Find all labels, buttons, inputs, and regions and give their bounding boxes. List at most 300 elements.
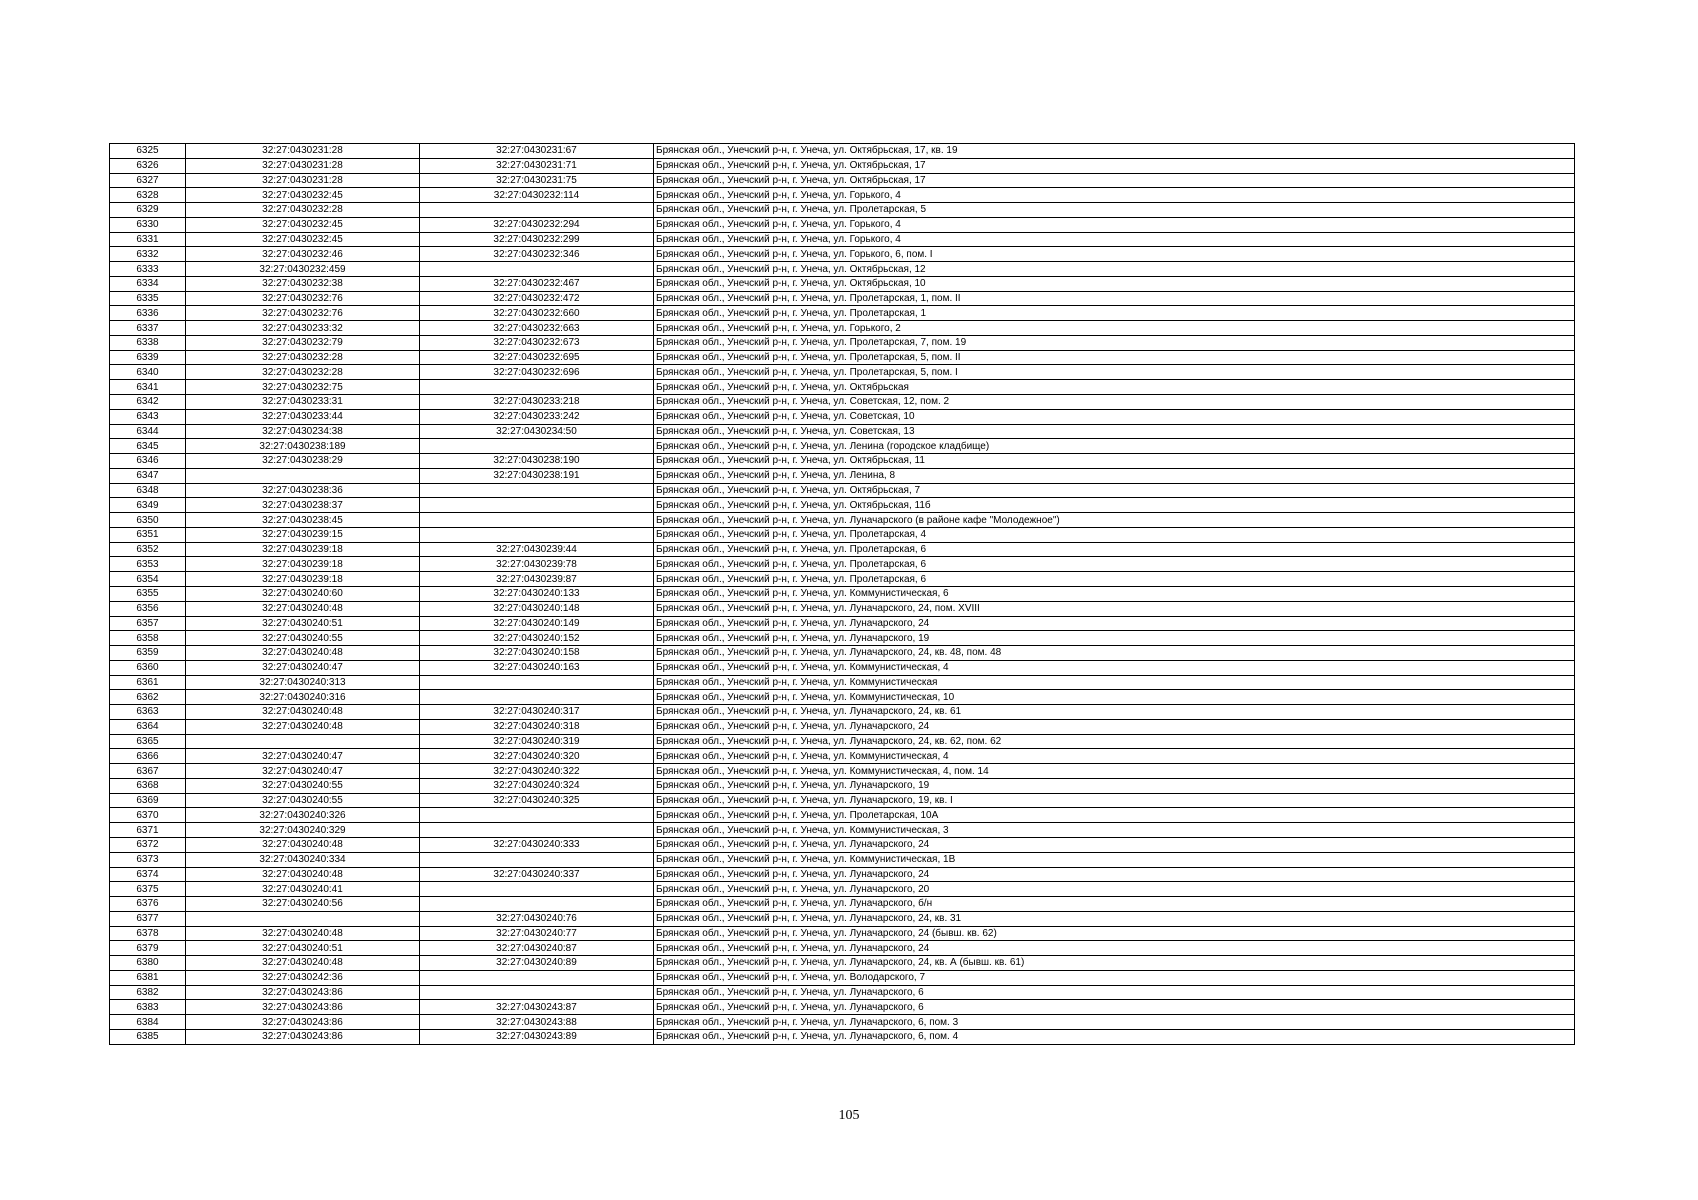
table-row [110,232,1575,247]
parent-cadastral-number-cell: 32:27:0430243:86 [186,1015,420,1030]
row-number-cell: 6352 [110,542,186,557]
parent-cadastral-number-cell: 32:27:0430232:46 [186,247,420,262]
row-number-cell: 6333 [110,262,186,277]
table-row [110,660,1575,675]
object-cadastral-number-cell [420,897,654,912]
row-number-cell: 6327 [110,173,186,188]
row-number-cell: 6331 [110,232,186,247]
address-cell: Брянская обл., Унечский р-н, г. Унеча, ул. Ленина (городское кладбище) [654,439,1575,454]
object-cadastral-number-cell: 32:27:0430243:89 [420,1029,654,1044]
address-cell: Брянская обл., Унечский р-н, г. Унеча, ул. Пролетарская, 7, пом. 19 [654,335,1575,350]
object-cadastral-number-cell: 32:27:0430233:242 [420,409,654,424]
table-row [110,217,1575,232]
row-number-cell: 6353 [110,557,186,572]
row-number-cell: 6385 [110,1029,186,1044]
object-cadastral-number-cell: 32:27:0430232:346 [420,247,654,262]
object-cadastral-number-cell: 32:27:0430240:148 [420,601,654,616]
object-cadastral-number-cell [420,203,654,218]
object-cadastral-number-cell: 32:27:0430240:89 [420,956,654,971]
row-number-cell: 6354 [110,572,186,587]
object-cadastral-number-cell: 32:27:0430232:673 [420,335,654,350]
object-cadastral-number-cell: 32:27:0430232:660 [420,306,654,321]
object-cadastral-number-cell [420,808,654,823]
parent-cadastral-number-cell: 32:27:0430231:28 [186,144,420,159]
table-row [110,616,1575,631]
address-cell: Брянская обл., Унечский р-н, г. Унеча, ул. Октябрьская, 10 [654,276,1575,291]
row-number-cell: 6332 [110,247,186,262]
parent-cadastral-number-cell: 32:27:0430232:45 [186,217,420,232]
address-cell: Брянская обл., Унечский р-н, г. Унеча, ул. Пролетарская, 4 [654,527,1575,542]
table-row [110,188,1575,203]
row-number-cell: 6326 [110,158,186,173]
row-number-cell: 6383 [110,1000,186,1015]
row-number-cell: 6381 [110,970,186,985]
table-row [110,203,1575,218]
object-cadastral-number-cell [420,527,654,542]
object-cadastral-number-cell: 32:27:0430240:152 [420,631,654,646]
object-cadastral-number-cell: 32:27:0430232:663 [420,321,654,336]
object-cadastral-number-cell: 32:27:0430240:133 [420,586,654,601]
object-cadastral-number-cell [420,852,654,867]
table-row [110,291,1575,306]
table-row [110,173,1575,188]
object-cadastral-number-cell: 32:27:0430239:87 [420,572,654,587]
parent-cadastral-number-cell: 32:27:0430233:31 [186,395,420,410]
address-cell: Брянская обл., Унечский р-н, г. Унеча, ул. Луначарского, 6, пом. 4 [654,1029,1575,1044]
parent-cadastral-number-cell: 32:27:0430240:47 [186,749,420,764]
parent-cadastral-number-cell: 32:27:0430240:55 [186,793,420,808]
parent-cadastral-number-cell: 32:27:0430240:329 [186,823,420,838]
parent-cadastral-number-cell: 32:27:0430243:86 [186,1000,420,1015]
parent-cadastral-number-cell: 32:27:0430240:48 [186,601,420,616]
table-row [110,823,1575,838]
parent-cadastral-number-cell: 32:27:0430233:44 [186,409,420,424]
parent-cadastral-number-cell: 32:27:0430234:38 [186,424,420,439]
row-number-cell: 6374 [110,867,186,882]
row-number-cell: 6330 [110,217,186,232]
cadastral-table [109,143,1575,1045]
object-cadastral-number-cell: 32:27:0430234:50 [420,424,654,439]
row-number-cell: 6343 [110,409,186,424]
table-row [110,867,1575,882]
row-number-cell: 6335 [110,291,186,306]
object-cadastral-number-cell: 32:27:0430240:149 [420,616,654,631]
object-cadastral-number-cell: 32:27:0430240:324 [420,778,654,793]
object-cadastral-number-cell [420,985,654,1000]
object-cadastral-number-cell: 32:27:0430231:71 [420,158,654,173]
parent-cadastral-number-cell: 32:27:0430232:75 [186,380,420,395]
parent-cadastral-number-cell: 32:27:0430240:51 [186,616,420,631]
table-row [110,335,1575,350]
table-row [110,970,1575,985]
table-row [110,646,1575,661]
row-number-cell: 6347 [110,468,186,483]
address-cell: Брянская обл., Унечский р-н, г. Унеча, ул. Луначарского, 24, кв. 48, пом. 48 [654,646,1575,661]
address-cell: Брянская обл., Унечский р-н, г. Унеча, ул. Октябрьская, 11б [654,498,1575,513]
address-cell: Брянская обл., Унечский р-н, г. Унеча, ул. Луначарского, 24 (бывш. кв. 62) [654,926,1575,941]
address-cell: Брянская обл., Унечский р-н, г. Унеча, ул. Луначарского, 24, кв. 31 [654,911,1575,926]
parent-cadastral-number-cell: 32:27:0430240:316 [186,690,420,705]
object-cadastral-number-cell: 32:27:0430232:114 [420,188,654,203]
row-number-cell: 6338 [110,335,186,350]
object-cadastral-number-cell [420,380,654,395]
object-cadastral-number-cell: 32:27:0430240:77 [420,926,654,941]
row-number-cell: 6356 [110,601,186,616]
parent-cadastral-number-cell: 32:27:0430240:48 [186,646,420,661]
address-cell: Брянская обл., Унечский р-н, г. Унеча, ул. Коммунистическая, 10 [654,690,1575,705]
row-number-cell: 6341 [110,380,186,395]
address-cell: Брянская обл., Унечский р-н, г. Унеча, ул. Коммунистическая, 4 [654,660,1575,675]
parent-cadastral-number-cell: 32:27:0430231:28 [186,158,420,173]
table-row [110,527,1575,542]
parent-cadastral-number-cell: 32:27:0430240:55 [186,778,420,793]
row-number-cell: 6351 [110,527,186,542]
address-cell: Брянская обл., Унечский р-н, г. Унеча, ул. Коммунистическая, 6 [654,586,1575,601]
object-cadastral-number-cell [420,823,654,838]
parent-cadastral-number-cell: 32:27:0430240:41 [186,882,420,897]
table-row [110,586,1575,601]
address-cell: Брянская обл., Унечский р-н, г. Унеча, ул. Пролетарская, 5, пом. II [654,350,1575,365]
row-number-cell: 6355 [110,586,186,601]
parent-cadastral-number-cell: 32:27:0430243:86 [186,1029,420,1044]
object-cadastral-number-cell: 32:27:0430240:318 [420,719,654,734]
object-cadastral-number-cell: 32:27:0430240:319 [420,734,654,749]
page-number: 105 [838,1108,860,1123]
parent-cadastral-number-cell: 32:27:0430243:86 [186,985,420,1000]
address-cell: Брянская обл., Унечский р-н, г. Унеча, ул. Октябрьская, 12 [654,262,1575,277]
table-row [110,572,1575,587]
parent-cadastral-number-cell: 32:27:0430232:76 [186,291,420,306]
table-row [110,941,1575,956]
row-number-cell: 6339 [110,350,186,365]
address-cell: Брянская обл., Унечский р-н, г. Унеча, ул. Луначарского, 24, пом. XVIII [654,601,1575,616]
address-cell: Брянская обл., Унечский р-н, г. Унеча, ул. Советская, 10 [654,409,1575,424]
address-cell: Брянская обл., Унечский р-н, г. Унеча, ул. Пролетарская, 5 [654,203,1575,218]
row-number-cell: 6359 [110,646,186,661]
address-cell: Брянская обл., Унечский р-н, г. Унеча, ул. Коммунистическая, 1В [654,852,1575,867]
address-cell: Брянская обл., Унечский р-н, г. Унеча, ул. Луначарского, б/н [654,897,1575,912]
address-cell: Брянская обл., Унечский р-н, г. Унеча, ул. Луначарского, 6, пом. 3 [654,1015,1575,1030]
address-cell: Брянская обл., Унечский р-н, г. Унеча, ул. Луначарского, 19, кв. I [654,793,1575,808]
table-row [110,985,1575,1000]
table-row [110,793,1575,808]
parent-cadastral-number-cell: 32:27:0430232:28 [186,365,420,380]
table-row [110,158,1575,173]
parent-cadastral-number-cell: 32:27:0430238:45 [186,513,420,528]
object-cadastral-number-cell [420,513,654,528]
parent-cadastral-number-cell: 32:27:0430240:55 [186,631,420,646]
parent-cadastral-number-cell: 32:27:0430239:18 [186,557,420,572]
row-number-cell: 6377 [110,911,186,926]
address-cell: Брянская обл., Унечский р-н, г. Унеча, ул. Горького, 4 [654,188,1575,203]
parent-cadastral-number-cell: 32:27:0430240:47 [186,764,420,779]
parent-cadastral-number-cell: 32:27:0430240:48 [186,705,420,720]
object-cadastral-number-cell: 32:27:0430232:696 [420,365,654,380]
row-number-cell: 6369 [110,793,186,808]
object-cadastral-number-cell: 32:27:0430239:44 [420,542,654,557]
parent-cadastral-number-cell: 32:27:0430242:36 [186,970,420,985]
row-number-cell: 6342 [110,395,186,410]
row-number-cell: 6357 [110,616,186,631]
object-cadastral-number-cell: 32:27:0430240:317 [420,705,654,720]
parent-cadastral-number-cell [186,734,420,749]
object-cadastral-number-cell: 32:27:0430231:75 [420,173,654,188]
object-cadastral-number-cell: 32:27:0430240:76 [420,911,654,926]
table-row [110,276,1575,291]
table-row [110,306,1575,321]
row-number-cell: 6358 [110,631,186,646]
address-cell: Брянская обл., Унечский р-н, г. Унеча, ул. Луначарского, 19 [654,778,1575,793]
parent-cadastral-number-cell: 32:27:0430240:48 [186,867,420,882]
address-cell: Брянская обл., Унечский р-н, г. Унеча, ул. Октябрьская, 17 [654,173,1575,188]
table-row [110,749,1575,764]
row-number-cell: 6344 [110,424,186,439]
row-number-cell: 6370 [110,808,186,823]
address-cell: Брянская обл., Унечский р-н, г. Унеча, ул. Октябрьская, 7 [654,483,1575,498]
parent-cadastral-number-cell: 32:27:0430240:48 [186,837,420,852]
parent-cadastral-number-cell [186,468,420,483]
address-cell: Брянская обл., Унечский р-н, г. Унеча, ул. Луначарского, 24 [654,719,1575,734]
row-number-cell: 6336 [110,306,186,321]
table-row [110,911,1575,926]
object-cadastral-number-cell: 32:27:0430240:87 [420,941,654,956]
parent-cadastral-number-cell: 32:27:0430232:28 [186,350,420,365]
object-cadastral-number-cell [420,498,654,513]
table-row [110,439,1575,454]
object-cadastral-number-cell: 32:27:0430232:299 [420,232,654,247]
object-cadastral-number-cell [420,882,654,897]
address-cell: Брянская обл., Унечский р-н, г. Унеча, ул. Луначарского, 24 [654,837,1575,852]
address-cell: Брянская обл., Унечский р-н, г. Унеча, ул. Горького, 6, пом. I [654,247,1575,262]
parent-cadastral-number-cell: 32:27:0430240:51 [186,941,420,956]
table-row [110,321,1575,336]
row-number-cell: 6363 [110,705,186,720]
object-cadastral-number-cell: 32:27:0430240:320 [420,749,654,764]
parent-cadastral-number-cell: 32:27:0430233:32 [186,321,420,336]
address-cell: Брянская обл., Унечский р-н, г. Унеча, ул. Пролетарская, 6 [654,557,1575,572]
table-row [110,424,1575,439]
address-cell: Брянская обл., Унечский р-н, г. Унеча, ул. Горького, 2 [654,321,1575,336]
row-number-cell: 6379 [110,941,186,956]
table-row [110,719,1575,734]
parent-cadastral-number-cell: 32:27:0430238:189 [186,439,420,454]
row-number-cell: 6350 [110,513,186,528]
object-cadastral-number-cell: 32:27:0430232:695 [420,350,654,365]
row-number-cell: 6365 [110,734,186,749]
row-number-cell: 6337 [110,321,186,336]
address-cell: Брянская обл., Унечский р-н, г. Унеча, ул. Пролетарская, 5, пом. I [654,365,1575,380]
parent-cadastral-number-cell: 32:27:0430238:29 [186,454,420,469]
address-cell: Брянская обл., Унечский р-н, г. Унеча, ул. Ленина, 8 [654,468,1575,483]
object-cadastral-number-cell [420,439,654,454]
object-cadastral-number-cell: 32:27:0430243:87 [420,1000,654,1015]
address-cell: Брянская обл., Унечский р-н, г. Унеча, ул. Луначарского, 24, кв. 61 [654,705,1575,720]
parent-cadastral-number-cell: 32:27:0430238:37 [186,498,420,513]
parent-cadastral-number-cell: 32:27:0430240:334 [186,852,420,867]
address-cell: Брянская обл., Унечский р-н, г. Унеча, ул. Октябрьская, 17 [654,158,1575,173]
table-row [110,690,1575,705]
parent-cadastral-number-cell: 32:27:0430232:38 [186,276,420,291]
object-cadastral-number-cell: 32:27:0430231:67 [420,144,654,159]
row-number-cell: 6360 [110,660,186,675]
row-number-cell: 6340 [110,365,186,380]
table-row [110,513,1575,528]
parent-cadastral-number-cell: 32:27:0430240:48 [186,719,420,734]
address-cell: Брянская обл., Унечский р-н, г. Унеча, ул. Коммунистическая [654,675,1575,690]
address-cell: Брянская обл., Унечский р-н, г. Унеча, ул. Луначарского, 6 [654,1000,1575,1015]
table-row [110,468,1575,483]
address-cell: Брянская обл., Унечский р-н, г. Унеча, ул. Горького, 4 [654,232,1575,247]
table-row [110,897,1575,912]
address-cell: Брянская обл., Унечский р-н, г. Унеча, ул. Луначарского, 24 [654,867,1575,882]
table-row [110,1015,1575,1030]
row-number-cell: 6366 [110,749,186,764]
object-cadastral-number-cell: 32:27:0430233:218 [420,395,654,410]
object-cadastral-number-cell: 32:27:0430243:88 [420,1015,654,1030]
table-row [110,778,1575,793]
table-row [110,409,1575,424]
table-row [110,882,1575,897]
table-row [110,395,1575,410]
parent-cadastral-number-cell: 32:27:0430239:18 [186,542,420,557]
object-cadastral-number-cell [420,483,654,498]
object-cadastral-number-cell: 32:27:0430240:322 [420,764,654,779]
object-cadastral-number-cell: 32:27:0430240:333 [420,837,654,852]
parent-cadastral-number-cell: 32:27:0430240:326 [186,808,420,823]
row-number-cell: 6378 [110,926,186,941]
row-number-cell: 6325 [110,144,186,159]
table-row [110,675,1575,690]
object-cadastral-number-cell: 32:27:0430238:191 [420,468,654,483]
table-row [110,365,1575,380]
object-cadastral-number-cell: 32:27:0430240:163 [420,660,654,675]
parent-cadastral-number-cell: 32:27:0430239:15 [186,527,420,542]
parent-cadastral-number-cell: 32:27:0430232:45 [186,188,420,203]
row-number-cell: 6376 [110,897,186,912]
table-row [110,956,1575,971]
parent-cadastral-number-cell: 32:27:0430232:45 [186,232,420,247]
table-row [110,498,1575,513]
address-cell: Брянская обл., Унечский р-н, г. Унеча, ул. Луначарского, 24 [654,616,1575,631]
address-cell: Брянская обл., Унечский р-н, г. Унеча, ул. Коммунистическая, 4 [654,749,1575,764]
row-number-cell: 6371 [110,823,186,838]
table-row [110,852,1575,867]
row-number-cell: 6373 [110,852,186,867]
row-number-cell: 6364 [110,719,186,734]
parent-cadastral-number-cell: 32:27:0430240:60 [186,586,420,601]
row-number-cell: 6384 [110,1015,186,1030]
parent-cadastral-number-cell: 32:27:0430232:459 [186,262,420,277]
address-cell: Брянская обл., Унечский р-н, г. Унеча, ул. Пролетарская, 6 [654,572,1575,587]
row-number-cell: 6380 [110,956,186,971]
table-row [110,808,1575,823]
address-cell: Брянская обл., Унечский р-н, г. Унеча, ул. Луначарского, 19 [654,631,1575,646]
object-cadastral-number-cell: 32:27:0430232:294 [420,217,654,232]
object-cadastral-number-cell: 32:27:0430240:337 [420,867,654,882]
address-cell: Брянская обл., Унечский р-н, г. Унеча, ул. Луначарского, 6 [654,985,1575,1000]
address-cell: Брянская обл., Унечский р-н, г. Унеча, ул. Володарского, 7 [654,970,1575,985]
row-number-cell: 6361 [110,675,186,690]
table-row [110,247,1575,262]
parent-cadastral-number-cell: 32:27:0430232:28 [186,203,420,218]
parent-cadastral-number-cell: 32:27:0430240:313 [186,675,420,690]
address-cell: Брянская обл., Унечский р-н, г. Унеча, ул. Советская, 13 [654,424,1575,439]
address-cell: Брянская обл., Унечский р-н, г. Унеча, ул. Октябрьская, 17, кв. 19 [654,144,1575,159]
parent-cadastral-number-cell: 32:27:0430232:76 [186,306,420,321]
parent-cadastral-number-cell: 32:27:0430240:47 [186,660,420,675]
address-cell: Брянская обл., Унечский р-н, г. Унеча, ул. Пролетарская, 10А [654,808,1575,823]
address-cell: Брянская обл., Унечский р-н, г. Унеча, ул. Луначарского, 24, кв. 62, пом. 62 [654,734,1575,749]
row-number-cell: 6348 [110,483,186,498]
address-cell: Брянская обл., Унечский р-н, г. Унеча, ул. Коммунистическая, 3 [654,823,1575,838]
table-row [110,144,1575,159]
table-row [110,557,1575,572]
address-cell: Брянская обл., Унечский р-н, г. Унеча, ул. Октябрьская [654,380,1575,395]
address-cell: Брянская обл., Унечский р-н, г. Унеча, ул. Советская, 12, пом. 2 [654,395,1575,410]
object-cadastral-number-cell: 32:27:0430232:467 [420,276,654,291]
parent-cadastral-number-cell [186,911,420,926]
address-cell: Брянская обл., Унечский р-н, г. Унеча, ул. Луначарского (в районе кафе "Молодежное") [654,513,1575,528]
table-row [110,734,1575,749]
object-cadastral-number-cell: 32:27:0430239:78 [420,557,654,572]
address-cell: Брянская обл., Унечский р-н, г. Унеча, ул. Пролетарская, 1 [654,306,1575,321]
row-number-cell: 6329 [110,203,186,218]
row-number-cell: 6372 [110,837,186,852]
table-row [110,454,1575,469]
object-cadastral-number-cell [420,262,654,277]
cadastral-table-body [110,144,1575,1045]
object-cadastral-number-cell: 32:27:0430232:472 [420,291,654,306]
row-number-cell: 6349 [110,498,186,513]
table-row [110,631,1575,646]
parent-cadastral-number-cell: 32:27:0430240:56 [186,897,420,912]
row-number-cell: 6382 [110,985,186,1000]
address-cell: Брянская обл., Унечский р-н, г. Унеча, ул. Пролетарская, 1, пом. II [654,291,1575,306]
table-row [110,705,1575,720]
row-number-cell: 6368 [110,778,186,793]
object-cadastral-number-cell: 32:27:0430240:325 [420,793,654,808]
table-row [110,1000,1575,1015]
address-cell: Брянская обл., Унечский р-н, г. Унеча, ул. Горького, 4 [654,217,1575,232]
row-number-cell: 6334 [110,276,186,291]
object-cadastral-number-cell [420,675,654,690]
address-cell: Брянская обл., Унечский р-н, г. Унеча, ул. Пролетарская, 6 [654,542,1575,557]
parent-cadastral-number-cell: 32:27:0430232:79 [186,335,420,350]
row-number-cell: 6345 [110,439,186,454]
address-cell: Брянская обл., Унечский р-н, г. Унеча, ул. Октябрьская, 11 [654,454,1575,469]
row-number-cell: 6375 [110,882,186,897]
table-row [110,542,1575,557]
parent-cadastral-number-cell: 32:27:0430238:36 [186,483,420,498]
address-cell: Брянская обл., Унечский р-н, г. Унеча, ул. Луначарского, 24, кв. А (бывш. кв. 61) [654,956,1575,971]
object-cadastral-number-cell [420,690,654,705]
object-cadastral-number-cell [420,970,654,985]
parent-cadastral-number-cell: 32:27:0430240:48 [186,926,420,941]
table-row [110,380,1575,395]
object-cadastral-number-cell: 32:27:0430238:190 [420,454,654,469]
table-row [110,764,1575,779]
table-row [110,1029,1575,1044]
address-cell: Брянская обл., Унечский р-н, г. Унеча, ул. Луначарского, 24 [654,941,1575,956]
table-row [110,837,1575,852]
object-cadastral-number-cell: 32:27:0430240:158 [420,646,654,661]
row-number-cell: 6367 [110,764,186,779]
address-cell: Брянская обл., Унечский р-н, г. Унеча, ул. Луначарского, 20 [654,882,1575,897]
parent-cadastral-number-cell: 32:27:0430231:28 [186,173,420,188]
table-row [110,601,1575,616]
table-row [110,926,1575,941]
row-number-cell: 6346 [110,454,186,469]
